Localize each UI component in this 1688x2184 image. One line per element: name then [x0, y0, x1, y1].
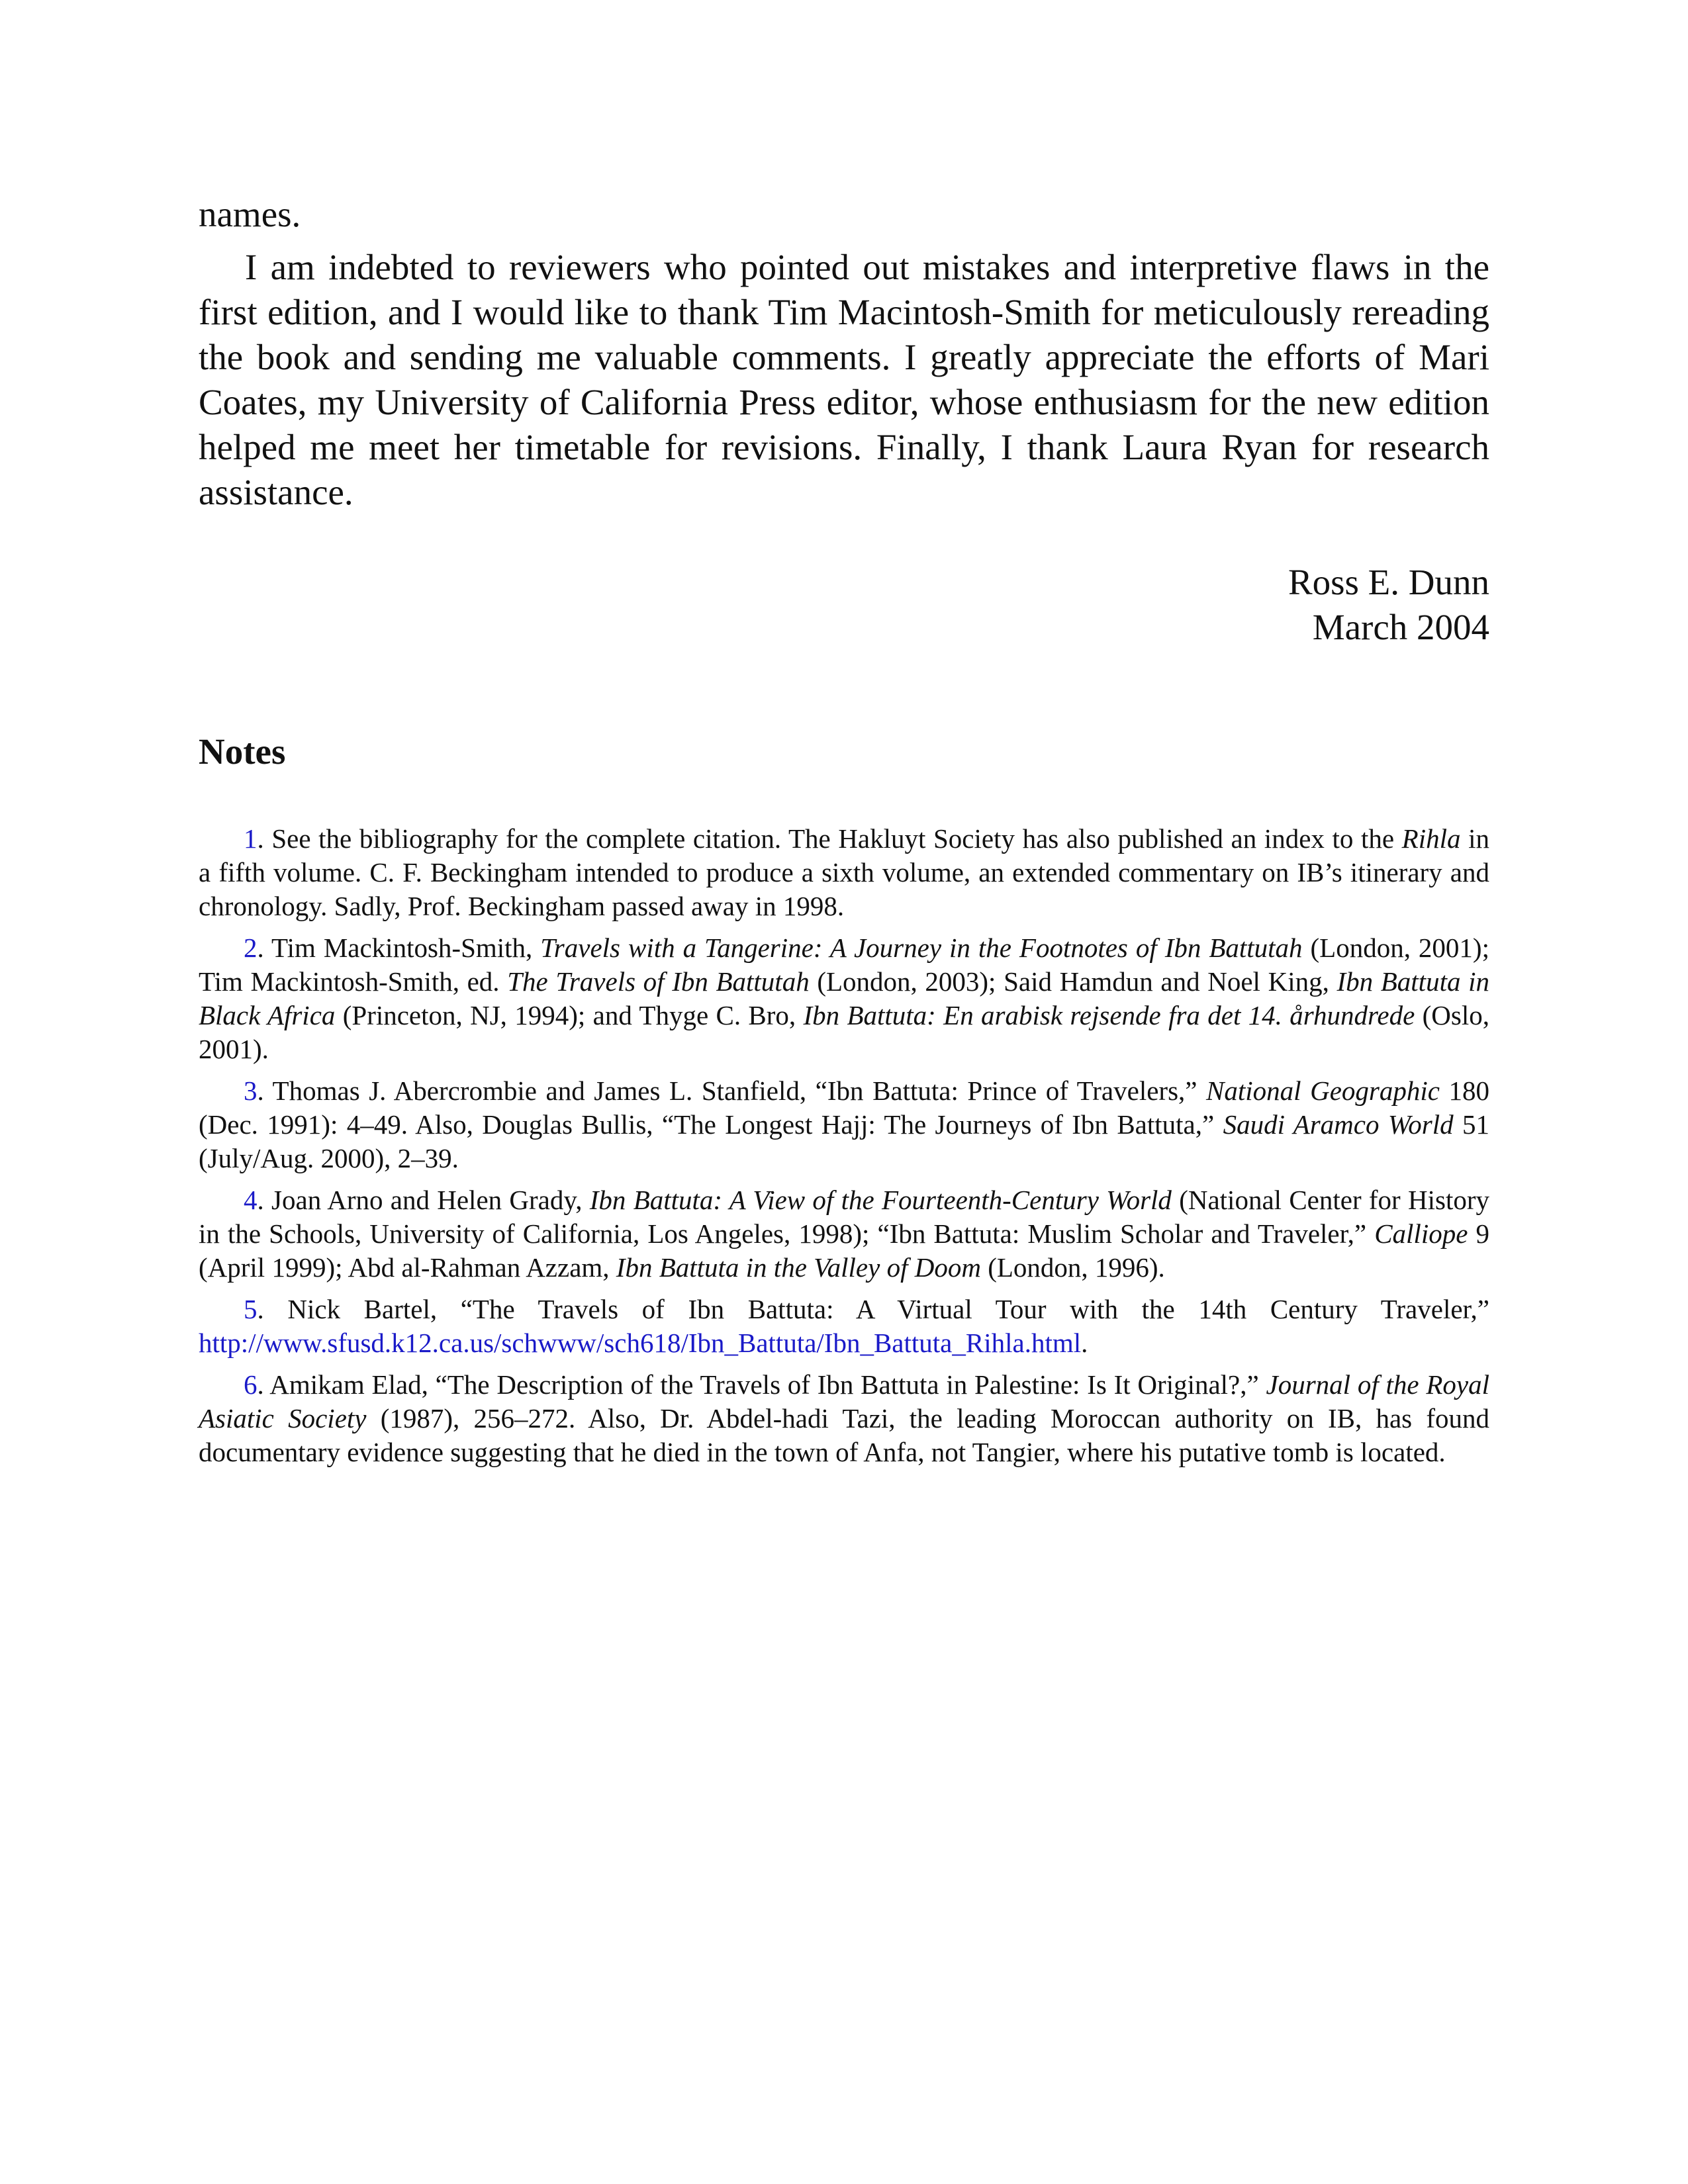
notes-list — [199, 822, 1489, 1469]
note-number-link[interactable]: 4 — [244, 1185, 258, 1215]
note-1: 1. See the bibliography for the complete citation. The Hakluyt Society has also published an index to the Rihla in a fifth volume. C. F. Beckingham intended to produce a sixth volume, an extended commentary on IB’s itinerary and chronology. Sadly, Prof. Beckingham passed away in 1998. — [199, 823, 1489, 921]
note-2: 2. Tim Mackintosh-Smith, Travels with a Tangerine: A Journey in the Footnotes of Ibn Battutah (London, 2001); Tim Mackintosh-Smith, ed. The Travels of Ibn Battutah (London, 2003); Said Hamdun and Noel King, Ibn Battuta in Black Africa (Princeton, NJ, 1994); and Thyge C. Bro, Ibn Battuta: En arabisk rejsende fra det 14. århundrede (Oslo, 2001). — [199, 933, 1489, 1064]
url-link[interactable]: http://www.sfusd.k12.ca.us/schwww/sch618/Ibn_Battuta/Ibn_Battuta_Rihla.html — [199, 1328, 1082, 1358]
note-3: 3. Thomas J. Abercrombie and James L. Stanfield, “Ibn Battuta: Prince of Travelers,” National Geographic 180 (Dec. 1991): 4–49. Also, Douglas Bullis, “The Longest Hajj: The Journeys of Ibn Battuta,” Saudi Aramco World 51 (July/Aug. 2000), 2–39. — [199, 1075, 1489, 1173]
signature-date: March 2004 — [1312, 607, 1489, 647]
author-name: Ross E. Dunn — [1288, 562, 1489, 602]
note-number-link[interactable]: 1 — [244, 823, 258, 854]
note-6: 6. Amikam Elad, “The Description of the Travels of Ibn Battuta in Palestine: Is It Original?,” Journal of the Royal Asiatic Society (1987), 256–272. Also, Dr. Abdel-hadi Tazi, the leading Moroccan authority on IB, has found documentary evidence suggesting that he died in the town of Anfa, not Tangier, where his putative tomb is located. — [199, 1369, 1489, 1467]
acknowledgment-paragraph: I am indebted to reviewers who pointed out mistakes and interpretive flaws in the first edition, and I would like to thank Tim Macintosh-Smith for meticulously rereading the book and sending me valuable comments. I greatly appreciate the efforts of Mari Coates, my University of California Press editor, whose enthusiasm for the new edition helped me meet her timetable for revisions. Finally, I thank Laura Ryan for research assistance. — [199, 247, 1489, 512]
note-number-link[interactable]: 6 — [244, 1369, 258, 1400]
page — [199, 192, 1489, 1477]
signature-block — [199, 560, 1489, 650]
note-number-link[interactable]: 5 — [244, 1294, 258, 1324]
note-number-link[interactable]: 3 — [244, 1075, 258, 1106]
notes-heading: Notes — [199, 731, 286, 772]
note-number-link[interactable]: 2 — [244, 933, 258, 963]
continuation-text: names. — [199, 194, 301, 234]
note-5: 5. Nick Bartel, “The Travels of Ibn Battuta: A Virtual Tour with the 14th Century Traveler,” http://www.sfusd.k12.ca.us/schwww/sch618/Ibn_Battuta/Ibn_Battuta_Rihla.html. — [199, 1294, 1489, 1358]
note-4: 4. Joan Arno and Helen Grady, Ibn Battuta: A View of the Fourteenth-Century World (National Center for History in the Schools, University of California, Los Angeles, 1998); “Ibn Battuta: Muslim Scholar and Traveler,” Calliope 9 (April 1999); Abd al-Rahman Azzam, Ibn Battuta in the Valley of Doom (London, 1996). — [199, 1185, 1489, 1283]
